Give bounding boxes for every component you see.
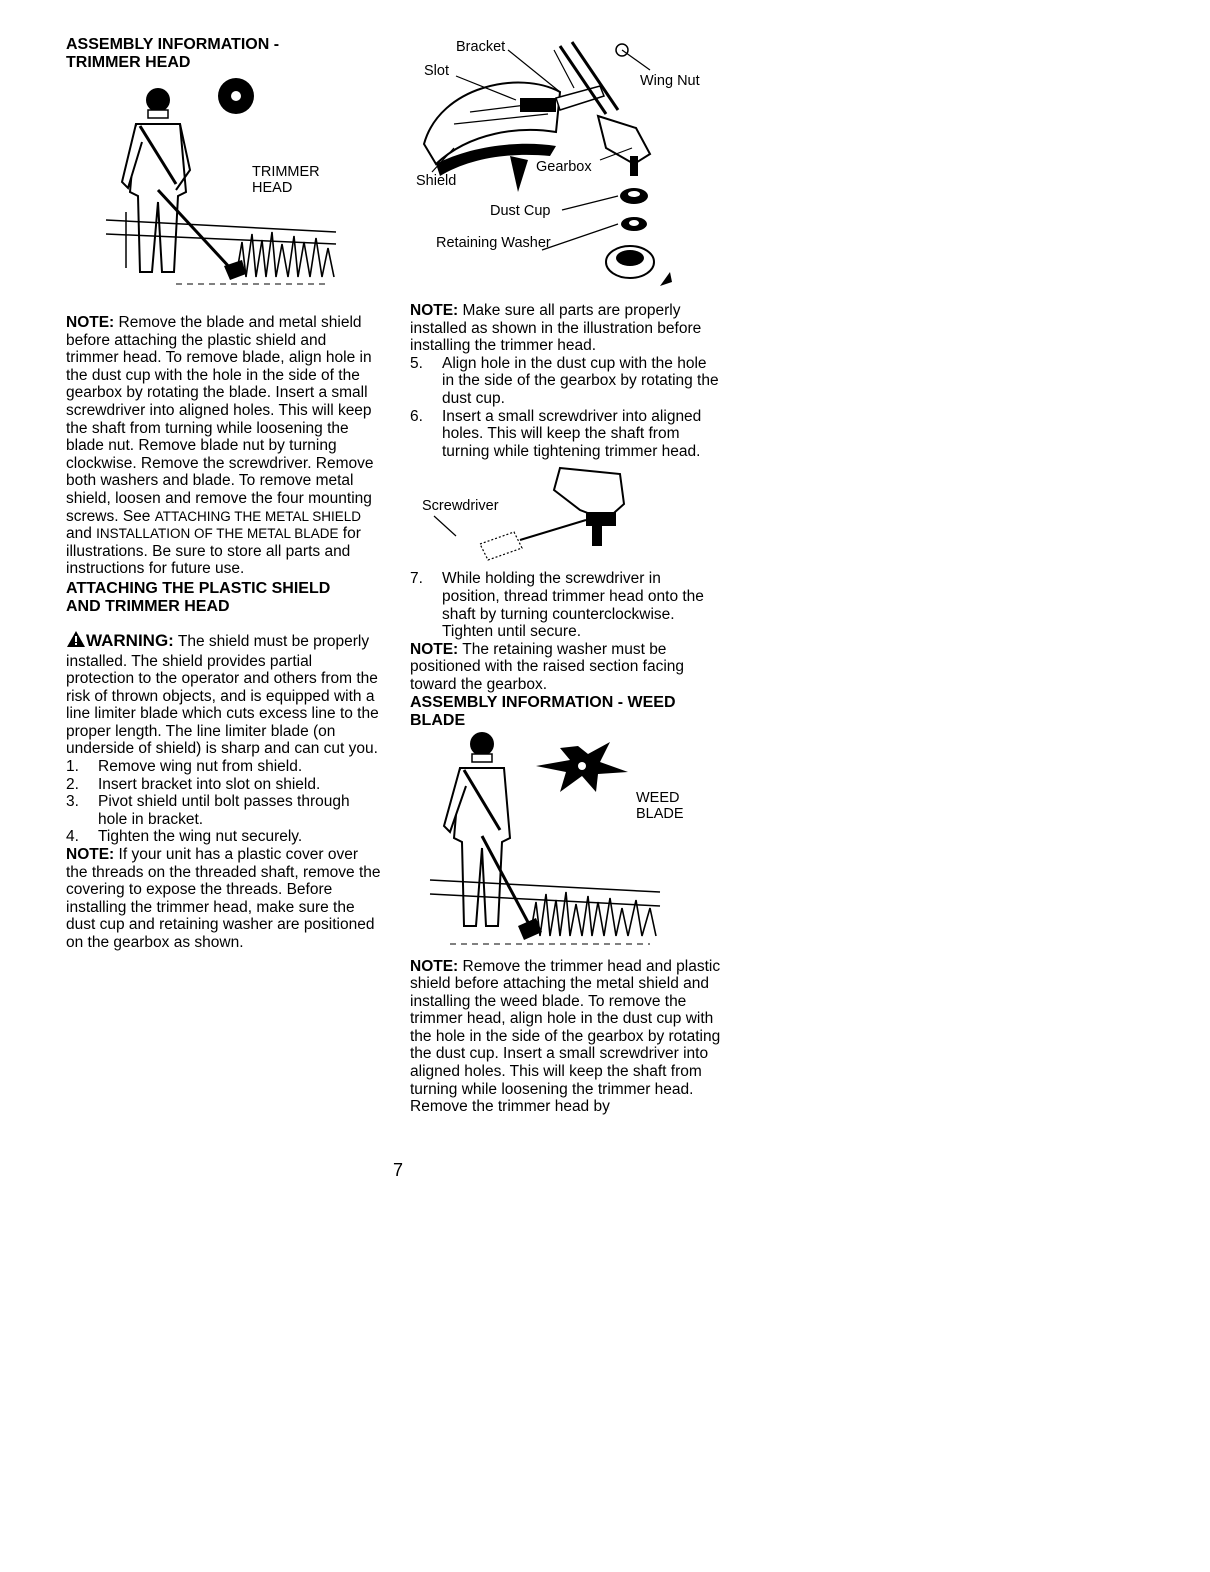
left-column	[66, 36, 382, 952]
note-parts-installed: NOTE: Make sure all parts are properly installed as shown in the illustration before installing the trimmer head.	[410, 302, 702, 355]
wing-nut-label: Wing Nut	[640, 73, 700, 89]
warning-paragraph: WARNING: The shield must be properly installed. The shield provides partial protection to the operator and others from the risk of thrown objects, and is equipped with a line limiter blade which cuts excess line to the proper length. The line limiter blade (on underside of shield) is sharp and can cut you.	[66, 630, 379, 758]
dust-cup-label: Dust Cup	[490, 203, 551, 219]
note-remove-trimmer-head: NOTE: Remove the trimmer head and plastic shield before attaching the metal shield and installing the weed blade. To remove the trimmer head, align hole in the dust cup with the hole in the side of the gearbox by rotating the dust cup. Insert a small screwdriver into aligned holes. This will keep the shaft from turning while loosening the trimmer head. Remove the trimmer head by	[410, 957, 721, 1116]
slot-label: Slot	[424, 63, 449, 79]
step-3: 3. Pivot shield until bolt passes through hole in bracket.	[66, 793, 350, 828]
heading-attaching-plastic-shield: ATTACHING THE PLASTIC SHIELD AND TRIMMER HEAD	[66, 579, 331, 615]
note-remove-blade: NOTE: Remove the blade and metal shield before attaching the plastic shield and trimmer head. To remove blade, align hole in the dust cup with the hole in the side of the gearbox by rotating the blade. Insert a small screwdriver into aligned holes. This will keep the shaft from turning while loosening the blade nut. Remove blade nut by turning clockwise. Remove the screwdriver. Remove both washers and blade. To remove metal shield, loosen and remove the four mounting screws. See ATTACHING THE METAL SHIELD and INSTALLATION OF THE METAL BLADE for illustrations. Be sure to store all parts and instructions for future use.	[66, 314, 374, 578]
shield-assembly-diagram	[410, 36, 722, 302]
retaining-washer-label: Retaining Washer	[436, 235, 551, 251]
step-2: 2. Insert bracket into slot on shield.	[66, 775, 321, 793]
warning-icon	[66, 630, 86, 653]
heading-weed-blade: ASSEMBLY INFORMATION - WEED BLADE	[410, 693, 676, 729]
note-plastic-cover: NOTE: If your unit has a plastic cover over the threads on the threaded shaft, remove the covering to expose the threads. Before installing the trimmer head, make sure the dust cup and retaining washer are positioned on the gearbox as shown.	[66, 846, 381, 951]
trimmer-head-illustration	[66, 72, 382, 290]
step-7-list	[410, 570, 722, 640]
step-4: 4. Tighten the wing nut securely.	[66, 828, 303, 846]
weed-blade-label: WEED BLADE	[636, 789, 684, 822]
note-retaining-washer: NOTE: The retaining washer must be positioned with the raised section facing toward the gearbox.	[410, 640, 684, 693]
step-7: 7. While holding the screwdriver in position, thread trimmer head onto the shaft by turning counterclockwise. Tighten until secure.	[410, 570, 704, 641]
operator-weed-blade-icon	[410, 730, 722, 958]
weed-blade-illustration	[410, 730, 722, 958]
gearbox-label: Gearbox	[536, 159, 592, 175]
operator-trimmer-icon	[66, 72, 382, 290]
step-5: 5. Align hole in the dust cup with the hole in the side of the gearbox by rotating the dust cup.	[410, 354, 719, 407]
step-6: 6. Insert a small screwdriver into aligned holes. This will keep the shaft from turning while tightening trimmer head.	[410, 407, 702, 460]
steps-1-4	[66, 758, 382, 846]
shield-label: Shield	[416, 173, 457, 189]
screwdriver-label: Screwdriver	[422, 498, 499, 515]
trimmer-head-label: TRIMMER HEAD	[252, 164, 320, 196]
right-column	[410, 36, 722, 1116]
steps-5-6	[410, 355, 722, 461]
screwdriver-illustration	[410, 460, 722, 570]
step-1: 1. Remove wing nut from shield.	[66, 758, 303, 776]
bracket-label: Bracket	[456, 39, 506, 55]
page-number: 7	[393, 1160, 404, 1180]
screwdriver-gearbox-icon	[410, 460, 722, 570]
heading-trimmer-head: ASSEMBLY INFORMATION - TRIMMER HEAD	[66, 36, 280, 71]
